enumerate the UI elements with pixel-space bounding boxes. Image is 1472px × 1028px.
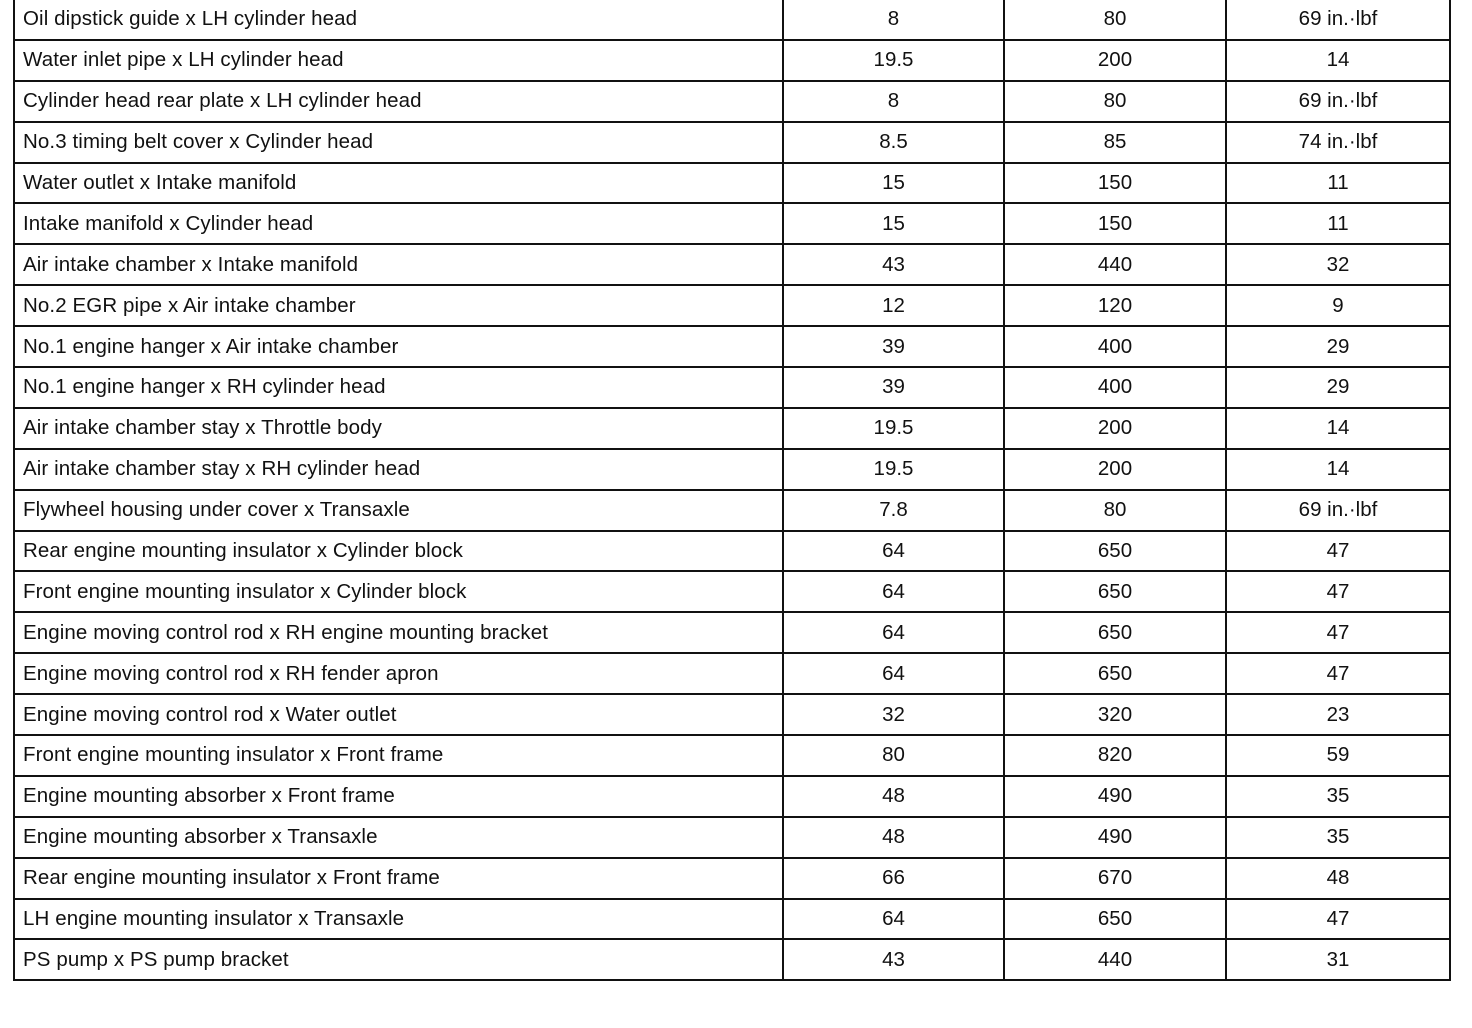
torque-kgf-cm-cell: 400: [1004, 326, 1226, 367]
table-row: [14, 326, 1450, 367]
torque-ft-lbf-cell: 9: [1226, 285, 1450, 326]
torque-ft-lbf-cell: 32: [1226, 244, 1450, 285]
torque-kgf-cm-cell: 490: [1004, 817, 1226, 858]
part-name-cell: Air intake chamber stay x RH cylinder head: [14, 449, 783, 490]
torque-nm-cell: 7.8: [783, 490, 1004, 531]
torque-nm-cell: 48: [783, 817, 1004, 858]
torque-ft-lbf-cell: 69 in.·lbf: [1226, 0, 1450, 40]
torque-kgf-cm-cell: 150: [1004, 163, 1226, 204]
table-row: [14, 694, 1450, 735]
part-name-cell: Oil dipstick guide x LH cylinder head: [14, 0, 783, 40]
table-row: [14, 244, 1450, 285]
table-row: [14, 0, 1450, 40]
table-row: [14, 449, 1450, 490]
torque-nm-cell: 80: [783, 735, 1004, 776]
torque-ft-lbf-cell: 29: [1226, 367, 1450, 408]
part-name-cell: Engine moving control rod x RH engine mounting bracket: [14, 612, 783, 653]
torque-nm-cell: 19.5: [783, 40, 1004, 81]
table-row: [14, 285, 1450, 326]
torque-nm-cell: 39: [783, 367, 1004, 408]
torque-ft-lbf-cell: 59: [1226, 735, 1450, 776]
torque-kgf-cm-cell: 490: [1004, 776, 1226, 817]
part-name-cell: Front engine mounting insulator x Front frame: [14, 735, 783, 776]
torque-nm-cell: 15: [783, 203, 1004, 244]
torque-ft-lbf-cell: 47: [1226, 899, 1450, 940]
torque-kgf-cm-cell: 120: [1004, 285, 1226, 326]
torque-ft-lbf-cell: 23: [1226, 694, 1450, 735]
torque-kgf-cm-cell: 650: [1004, 571, 1226, 612]
torque-ft-lbf-cell: 47: [1226, 612, 1450, 653]
table-row: [14, 817, 1450, 858]
part-name-cell: Flywheel housing under cover x Transaxle: [14, 490, 783, 531]
table-row: [14, 490, 1450, 531]
torque-nm-cell: 64: [783, 653, 1004, 694]
table-row: [14, 40, 1450, 81]
torque-ft-lbf-cell: 47: [1226, 653, 1450, 694]
torque-nm-cell: 66: [783, 858, 1004, 899]
table-row: [14, 939, 1450, 980]
part-name-cell: Rear engine mounting insulator x Front frame: [14, 858, 783, 899]
torque-ft-lbf-cell: 47: [1226, 571, 1450, 612]
torque-ft-lbf-cell: 69 in.·lbf: [1226, 490, 1450, 531]
part-name-cell: Air intake chamber stay x Throttle body: [14, 408, 783, 449]
torque-nm-cell: 43: [783, 244, 1004, 285]
torque-nm-cell: 64: [783, 531, 1004, 572]
part-name-cell: Rear engine mounting insulator x Cylinder block: [14, 531, 783, 572]
torque-ft-lbf-cell: 29: [1226, 326, 1450, 367]
table-row: [14, 122, 1450, 163]
torque-kgf-cm-cell: 320: [1004, 694, 1226, 735]
torque-ft-lbf-cell: 11: [1226, 203, 1450, 244]
part-name-cell: No.1 engine hanger x Air intake chamber: [14, 326, 783, 367]
torque-nm-cell: 32: [783, 694, 1004, 735]
document-page: [13, 0, 1449, 1026]
torque-kgf-cm-cell: 440: [1004, 244, 1226, 285]
torque-nm-cell: 8.5: [783, 122, 1004, 163]
torque-nm-cell: 15: [783, 163, 1004, 204]
torque-table-body: [14, 0, 1450, 980]
torque-ft-lbf-cell: 74 in.·lbf: [1226, 122, 1450, 163]
torque-ft-lbf-cell: 35: [1226, 776, 1450, 817]
part-name-cell: No.1 engine hanger x RH cylinder head: [14, 367, 783, 408]
torque-spec-table: [13, 0, 1451, 981]
part-name-cell: Water inlet pipe x LH cylinder head: [14, 40, 783, 81]
table-row: [14, 571, 1450, 612]
torque-kgf-cm-cell: 200: [1004, 408, 1226, 449]
torque-nm-cell: 64: [783, 612, 1004, 653]
torque-nm-cell: 39: [783, 326, 1004, 367]
table-row: [14, 203, 1450, 244]
table-row: [14, 653, 1450, 694]
torque-nm-cell: 64: [783, 899, 1004, 940]
torque-ft-lbf-cell: 48: [1226, 858, 1450, 899]
part-name-cell: PS pump x PS pump bracket: [14, 939, 783, 980]
table-row: [14, 163, 1450, 204]
torque-ft-lbf-cell: 14: [1226, 408, 1450, 449]
part-name-cell: Engine mounting absorber x Front frame: [14, 776, 783, 817]
torque-ft-lbf-cell: 11: [1226, 163, 1450, 204]
part-name-cell: Cylinder head rear plate x LH cylinder head: [14, 81, 783, 122]
table-row: [14, 612, 1450, 653]
torque-nm-cell: 19.5: [783, 408, 1004, 449]
part-name-cell: No.3 timing belt cover x Cylinder head: [14, 122, 783, 163]
part-name-cell: Engine moving control rod x Water outlet: [14, 694, 783, 735]
part-name-cell: Air intake chamber x Intake manifold: [14, 244, 783, 285]
torque-nm-cell: 43: [783, 939, 1004, 980]
torque-kgf-cm-cell: 200: [1004, 40, 1226, 81]
part-name-cell: LH engine mounting insulator x Transaxle: [14, 899, 783, 940]
torque-kgf-cm-cell: 400: [1004, 367, 1226, 408]
part-name-cell: Intake manifold x Cylinder head: [14, 203, 783, 244]
torque-kgf-cm-cell: 440: [1004, 939, 1226, 980]
table-row: [14, 531, 1450, 572]
torque-kgf-cm-cell: 650: [1004, 612, 1226, 653]
table-row: [14, 735, 1450, 776]
torque-kgf-cm-cell: 670: [1004, 858, 1226, 899]
torque-nm-cell: 8: [783, 81, 1004, 122]
part-name-cell: Engine moving control rod x RH fender apron: [14, 653, 783, 694]
torque-ft-lbf-cell: 47: [1226, 531, 1450, 572]
torque-ft-lbf-cell: 31: [1226, 939, 1450, 980]
table-row: [14, 408, 1450, 449]
table-row: [14, 776, 1450, 817]
table-row: [14, 899, 1450, 940]
torque-kgf-cm-cell: 80: [1004, 490, 1226, 531]
torque-kgf-cm-cell: 820: [1004, 735, 1226, 776]
torque-ft-lbf-cell: 35: [1226, 817, 1450, 858]
torque-nm-cell: 19.5: [783, 449, 1004, 490]
torque-ft-lbf-cell: 69 in.·lbf: [1226, 81, 1450, 122]
torque-kgf-cm-cell: 650: [1004, 653, 1226, 694]
table-row: [14, 367, 1450, 408]
torque-kgf-cm-cell: 650: [1004, 899, 1226, 940]
torque-kgf-cm-cell: 200: [1004, 449, 1226, 490]
torque-kgf-cm-cell: 150: [1004, 203, 1226, 244]
part-name-cell: Front engine mounting insulator x Cylinder block: [14, 571, 783, 612]
table-row: [14, 81, 1450, 122]
part-name-cell: No.2 EGR pipe x Air intake chamber: [14, 285, 783, 326]
part-name-cell: Water outlet x Intake manifold: [14, 163, 783, 204]
table-row: [14, 858, 1450, 899]
part-name-cell: Engine mounting absorber x Transaxle: [14, 817, 783, 858]
torque-ft-lbf-cell: 14: [1226, 40, 1450, 81]
torque-nm-cell: 64: [783, 571, 1004, 612]
torque-ft-lbf-cell: 14: [1226, 449, 1450, 490]
torque-nm-cell: 48: [783, 776, 1004, 817]
torque-nm-cell: 12: [783, 285, 1004, 326]
torque-kgf-cm-cell: 80: [1004, 0, 1226, 40]
torque-nm-cell: 8: [783, 0, 1004, 40]
torque-kgf-cm-cell: 80: [1004, 81, 1226, 122]
torque-kgf-cm-cell: 85: [1004, 122, 1226, 163]
torque-kgf-cm-cell: 650: [1004, 531, 1226, 572]
